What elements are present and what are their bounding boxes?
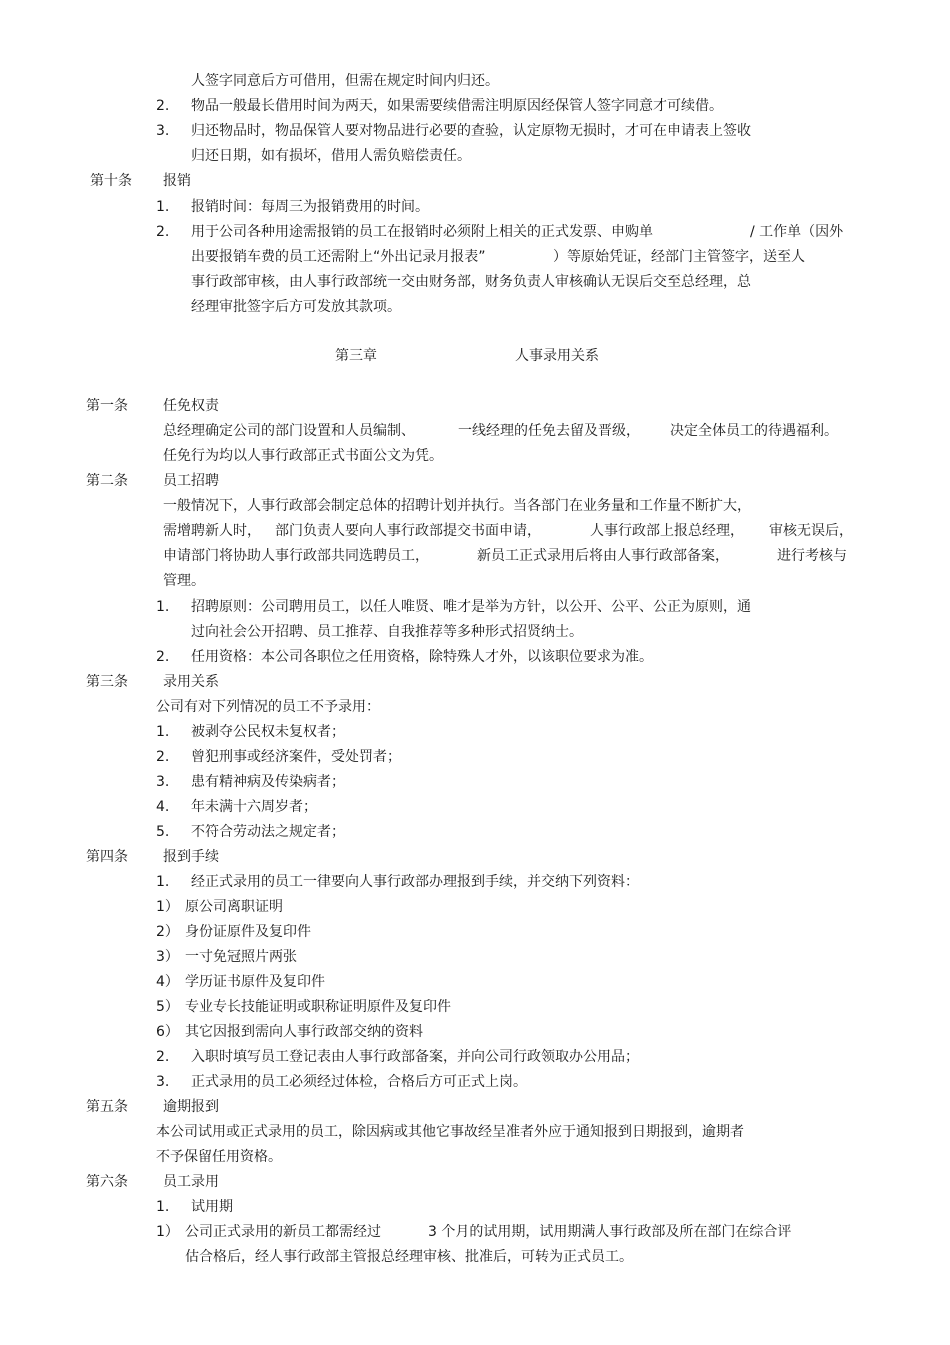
list-number: 1. — [156, 599, 170, 615]
article-number: 第十条 — [90, 173, 132, 189]
text-line: 公司有对下列情况的员工不予录用： — [156, 699, 380, 715]
list-item: 招聘原则：公司聘用员工，以任人唯贤、唯才是举为方针，以公开、公平、公正为原则，通 — [191, 599, 751, 615]
list-number: 2. — [156, 224, 170, 240]
list-number: 2. — [156, 649, 170, 665]
text-fragment: 部门负责人要向人事行政部提交书面申请， — [275, 523, 541, 539]
text-fragment: 决定全体员工的待遇福利。 — [670, 423, 838, 439]
article-title: 员工录用 — [163, 1174, 219, 1190]
text-line: 过向社会公开招聘、员工推荐、自我推荐等多种形式招贤纳士。 — [191, 624, 583, 640]
text-line: 出要报销车费的员工还需附上“外出记录月报表” — [191, 249, 486, 265]
sub-list-item: 学历证书原件及复印件 — [185, 974, 325, 990]
article-title: 报到手续 — [163, 849, 219, 865]
list-number: 1. — [156, 724, 170, 740]
article-title: 逾期报到 — [163, 1099, 219, 1115]
text-fragment: 人事行政部上报总经理， — [590, 523, 744, 539]
sub-list-item: 原公司离职证明 — [185, 899, 283, 915]
sub-list-item: 专业专长技能证明或职称证明原件及复印件 — [185, 999, 451, 1015]
text-line: 本公司试用或正式录用的员工，除因病或其他它事故经呈准者外应于通知报到日期报到，逾期者 — [156, 1124, 744, 1140]
list-number: 2. — [156, 98, 170, 114]
text-fragment: 一线经理的任免去留及晋级， — [458, 423, 640, 439]
sub-list-number: 4） — [156, 974, 179, 990]
sub-list-item: 一寸免冠照片两张 — [185, 949, 297, 965]
text-fragment: 审核无误后， — [769, 523, 853, 539]
sub-list-item: 身份证原件及复印件 — [185, 924, 311, 940]
text-line: 经理审批签字后方可发放其款项。 — [191, 299, 401, 315]
article-number: 第三条 — [86, 674, 128, 690]
list-item: 正式录用的员工必须经过体检，合格后方可正式上岗。 — [191, 1074, 527, 1090]
sub-list-number: 1） — [156, 1224, 179, 1240]
list-item: 患有精神病及传染病者； — [191, 774, 345, 790]
text-line: 一般情况下，人事行政部会制定总体的招聘计划并执行。当各部门在业务量和工作量不断扩大， — [163, 498, 751, 514]
list-number: 3. — [156, 123, 170, 139]
article-title: 员工招聘 — [163, 473, 219, 489]
list-number: 1. — [156, 199, 170, 215]
text-line: 归还日期，如有损坏，借用人需负赔偿责任。 — [191, 148, 471, 164]
list-number: 1. — [156, 874, 170, 890]
article-title: 录用关系 — [163, 674, 219, 690]
list-number: 3. — [156, 1074, 170, 1090]
list-item: 入职时填写员工登记表由人事行政部备案，并向公司行政领取办公用品； — [191, 1049, 639, 1065]
sub-list-item: 公司正式录用的新员工都需经过 — [185, 1224, 381, 1240]
text-fragment: ）等原始凭证，经部门主管签字，送至人 — [553, 249, 805, 265]
text-line: 任免行为均以人事行政部正式书面公文为凭。 — [163, 448, 443, 464]
list-number: 4. — [156, 799, 170, 815]
text-line: 需增聘新人时， — [163, 523, 261, 539]
list-number: 2. — [156, 1049, 170, 1065]
list-item: 任用资格：本公司各职位之任用资格，除特殊人才外，以该职位要求为准。 — [191, 649, 653, 665]
list-item: 物品一般最长借用时间为两天，如果需要续借需注明原因经保管人签字同意才可续借。 — [191, 98, 723, 114]
sub-list-number: 6） — [156, 1024, 179, 1040]
text-line: 申请部门将协助人事行政部共同选聘员工， — [163, 548, 429, 564]
article-number: 第四条 — [86, 849, 128, 865]
article-title: 报销 — [163, 173, 191, 189]
list-item: 年未满十六周岁者； — [191, 799, 317, 815]
article-number: 第五条 — [86, 1099, 128, 1115]
list-item: 归还物品时，物品保管人要对物品进行必要的查验，认定原物无损时，才可在申请表上签收 — [191, 123, 751, 139]
sub-list-number: 1） — [156, 899, 179, 915]
list-item: 经正式录用的员工一律要向人事行政部办理报到手续，并交纳下列资料： — [191, 874, 639, 890]
text-line: 事行政部审核，由人事行政部统一交由财务部，财务负责人审核确认无误后交至总经理，总 — [191, 274, 751, 290]
text-fragment: 进行考核与 — [777, 548, 847, 564]
list-item: 用于公司各种用途需报销的员工在报销时必须附上相关的正式发票、申购单 — [191, 224, 653, 240]
chapter-title: 人事录用关系 — [515, 348, 599, 364]
article-title: 任免权责 — [163, 398, 219, 414]
text-line: 不予保留任用资格。 — [156, 1149, 282, 1165]
text-line: 管理。 — [163, 573, 205, 589]
list-item: 试用期 — [191, 1199, 233, 1215]
list-item: 不符合劳动法之规定者； — [191, 824, 345, 840]
text-line: 估合格后，经人事行政部主管报总经理审核、批准后，可转为正式员工。 — [185, 1249, 633, 1265]
text-fragment: 新员工正式录用后将由人事行政部备案， — [477, 548, 729, 564]
chapter-number: 第三章 — [335, 348, 377, 364]
text-fragment: / 工作单（因外 — [750, 224, 844, 240]
list-item: 曾犯刑事或经济案件，受处罚者； — [191, 749, 401, 765]
sub-list-number: 2） — [156, 924, 179, 940]
list-item: 报销时间：每周三为报销费用的时间。 — [191, 199, 429, 215]
article-number: 第一条 — [86, 398, 128, 414]
sub-list-item: 其它因报到需向人事行政部交纳的资料 — [185, 1024, 423, 1040]
text-line: 人签字同意后方可借用，但需在规定时间内归还。 — [191, 73, 499, 89]
text-line: 总经理确定公司的部门设置和人员编制、 — [163, 423, 415, 439]
list-number: 1. — [156, 1199, 170, 1215]
sub-list-number: 5） — [156, 999, 179, 1015]
sub-list-number: 3） — [156, 949, 179, 965]
list-number: 2. — [156, 749, 170, 765]
article-number: 第六条 — [86, 1174, 128, 1190]
list-number: 5. — [156, 824, 170, 840]
text-fragment: 3 个月的试用期，试用期满人事行政部及所在部门在综合评 — [428, 1224, 792, 1240]
list-number: 3. — [156, 774, 170, 790]
list-item: 被剥夺公民权未复权者； — [191, 724, 345, 740]
article-number: 第二条 — [86, 473, 128, 489]
